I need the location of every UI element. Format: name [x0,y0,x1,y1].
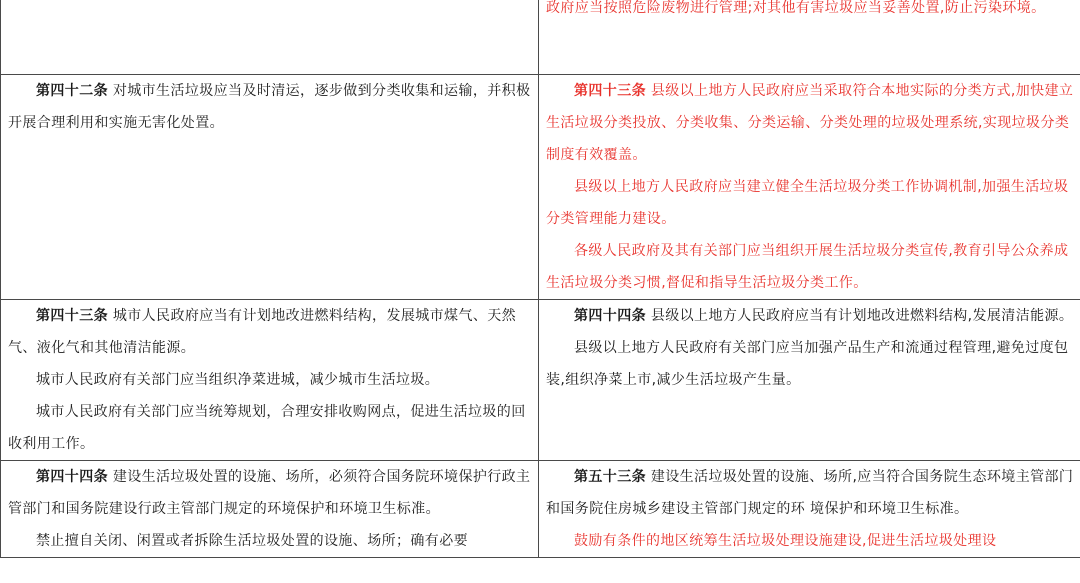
paragraph: 各级人民政府及其有关部门应当组织开展生活垃圾分类宣传,教育引导公众养成生活垃圾分类习惯,督促和指导生活垃圾分类工作。 [546,243,1069,291]
table-row [1,300,1080,461]
table-row [1,0,1080,75]
article-text: 建设生活垃圾处置的设施、场所,应当符合国务院生态环境主管部门和国务院住房城乡建设主管部门规定的环 境保护和环境卫生标准。 [546,469,1074,517]
paragraph [8,75,534,139]
paragraph [546,461,1076,525]
article-text: 县级以上地方人民政府应当采取符合本地实际的分类方式,加快建立生活垃圾分类投放、分类收集、分类运输、分类处理的垃圾处理系统,实现垃圾分类制度有效覆盖。 [546,83,1074,163]
new-text-cell [539,300,1080,461]
old-text-cell [1,75,539,300]
table-row [1,75,1080,300]
article-number: 第四十二条 [36,83,108,99]
old-text-cell [1,300,539,461]
paragraph [8,461,534,525]
old-text-cell [1,0,539,75]
paragraph: 县级以上地方人民政府有关部门应当加强产品生产和流通过程管理,避免过度包装,组织净菜上市,减少生活垃圾产生量。 [546,340,1069,388]
article-number: 第四十四条 [574,308,646,324]
paragraph [546,300,1076,332]
paragraph: 县级以上地方人民政府应当建立健全生活垃圾分类工作协调机制,加强生活垃圾分类管理能力建设。 [546,179,1069,227]
new-text-cell [539,461,1080,558]
table-row [1,461,1080,558]
paragraph: 政府应当按照危险废物进行管理;对其他有害垃圾应当妥善处置,防止污染环境。 [546,0,1046,16]
article-text: 对城市生活垃圾应当及时清运，逐步做到分类收集和运输，并积极开展合理利用和实施无害化处置。 [8,83,531,131]
article-text: 城市人民政府应当有计划地改进燃料结构，发展城市煤气、天然气、液化气和其他清洁能源。 [8,308,517,356]
paragraph: 城市人民政府有关部门应当组织净菜进城，减少城市生活垃圾。 [36,372,440,388]
paragraph: 鼓励有条件的地区统筹生活垃圾处理设施建设,促进生活垃圾处理设 [574,533,997,549]
new-text-cell [539,0,1080,75]
old-text-cell [1,461,539,558]
paragraph: 城市人民政府有关部门应当统筹规划，合理安排收购网点，促进生活垃圾的回收利用工作。 [8,404,526,452]
article-text: 县级以上地方人民政府应当有计划地改进燃料结构,发展清洁能源。 [650,308,1074,324]
article-number: 第四十四条 [36,469,108,485]
paragraph [8,300,534,364]
article-text: 建设生活垃圾处置的设施、场所，必须符合国务院环境保护行政主管部门和国务院建设行政主管部门规定的环境保护和环境卫生标准。 [8,469,531,517]
article-number: 第五十三条 [574,469,646,485]
article-number: 第四十三条 [574,83,646,99]
new-text-cell [539,75,1080,300]
article-number: 第四十三条 [36,308,108,324]
paragraph: 禁止擅自关闭、闲置或者拆除生活垃圾处置的设施、场所；确有必要 [36,533,468,549]
paragraph [546,75,1076,171]
